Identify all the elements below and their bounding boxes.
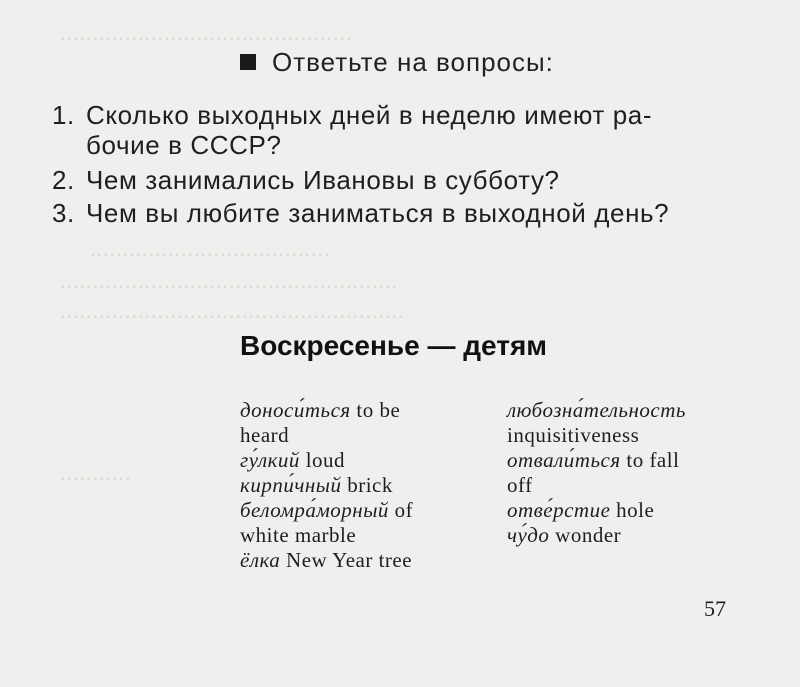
- glossary-definition: loud: [305, 448, 346, 472]
- page-number: 57: [704, 596, 726, 621]
- glossary-term: беломра́морный: [240, 498, 389, 522]
- glossary-term: чу́до: [507, 523, 550, 547]
- exercise-heading-text: Ответьте на вопросы:: [272, 47, 554, 77]
- glossary-entry: [507, 498, 686, 523]
- glossary-definition: inquisitiveness: [507, 423, 640, 447]
- glossary-entry: [507, 473, 686, 498]
- glossary-definition: brick: [347, 473, 393, 497]
- glossary-term: отве́рстие: [507, 498, 611, 522]
- glossary-definition: heard: [240, 423, 290, 447]
- question-3: [52, 198, 669, 229]
- question-text: Чем занимались Ивановы в субботу?: [86, 165, 560, 195]
- glossary-entry: [507, 398, 686, 423]
- glossary-definition: off: [507, 473, 533, 497]
- glossary-definition: New Year tree: [286, 548, 413, 572]
- question-2: [52, 165, 560, 196]
- glossary-definition: wonder: [555, 523, 622, 547]
- question-1-continuation: бочие в СССР?: [86, 130, 282, 160]
- bleed-through-text: ....................................................: [60, 268, 398, 293]
- question-1: [52, 100, 652, 131]
- glossary-definition: of: [394, 498, 414, 522]
- bleed-through-text: .....................................................: [60, 298, 405, 323]
- glossary-entry: [240, 423, 413, 448]
- exercise-heading: [240, 47, 554, 78]
- glossary-term: кирпи́чный: [240, 473, 342, 497]
- glossary-right-column: [507, 398, 686, 548]
- glossary-entry: [240, 473, 413, 498]
- section-title: Воскресенье — детям: [240, 330, 547, 361]
- question-number: 3.: [52, 198, 75, 228]
- question-number: 1.: [52, 100, 75, 130]
- glossary-entry: [240, 448, 413, 473]
- glossary-left-column: [240, 398, 413, 573]
- bleed-through-text: ...........: [60, 460, 132, 485]
- black-square-icon: [240, 54, 256, 70]
- question-number: 2.: [52, 165, 75, 195]
- question-text: Сколько выходных дней в неделю имеют ра-: [86, 100, 653, 130]
- glossary-definition: hole: [616, 498, 655, 522]
- glossary-entry: [507, 523, 686, 548]
- glossary-entry: [240, 523, 413, 548]
- bleed-through-text: .....................................: [90, 236, 331, 261]
- glossary-definition: white marble: [240, 523, 357, 547]
- glossary-entry: [240, 398, 413, 423]
- glossary-entry: [240, 548, 413, 573]
- glossary-term: доноси́ться: [240, 398, 351, 422]
- glossary-term: ёлка: [240, 548, 281, 572]
- glossary-definition: to be: [356, 398, 401, 422]
- glossary-term: любозна́тельность: [507, 398, 686, 422]
- bleed-through-text: .............................................: [60, 20, 353, 45]
- glossary-entry: [507, 448, 686, 473]
- glossary-entry: [507, 423, 686, 448]
- glossary-term: гу́лкий: [240, 448, 300, 472]
- glossary-definition: to fall: [626, 448, 680, 472]
- question-text: Чем вы любите заниматься в выходной день?: [86, 198, 670, 228]
- glossary-entry: [240, 498, 413, 523]
- glossary-term: отвали́ться: [507, 448, 621, 472]
